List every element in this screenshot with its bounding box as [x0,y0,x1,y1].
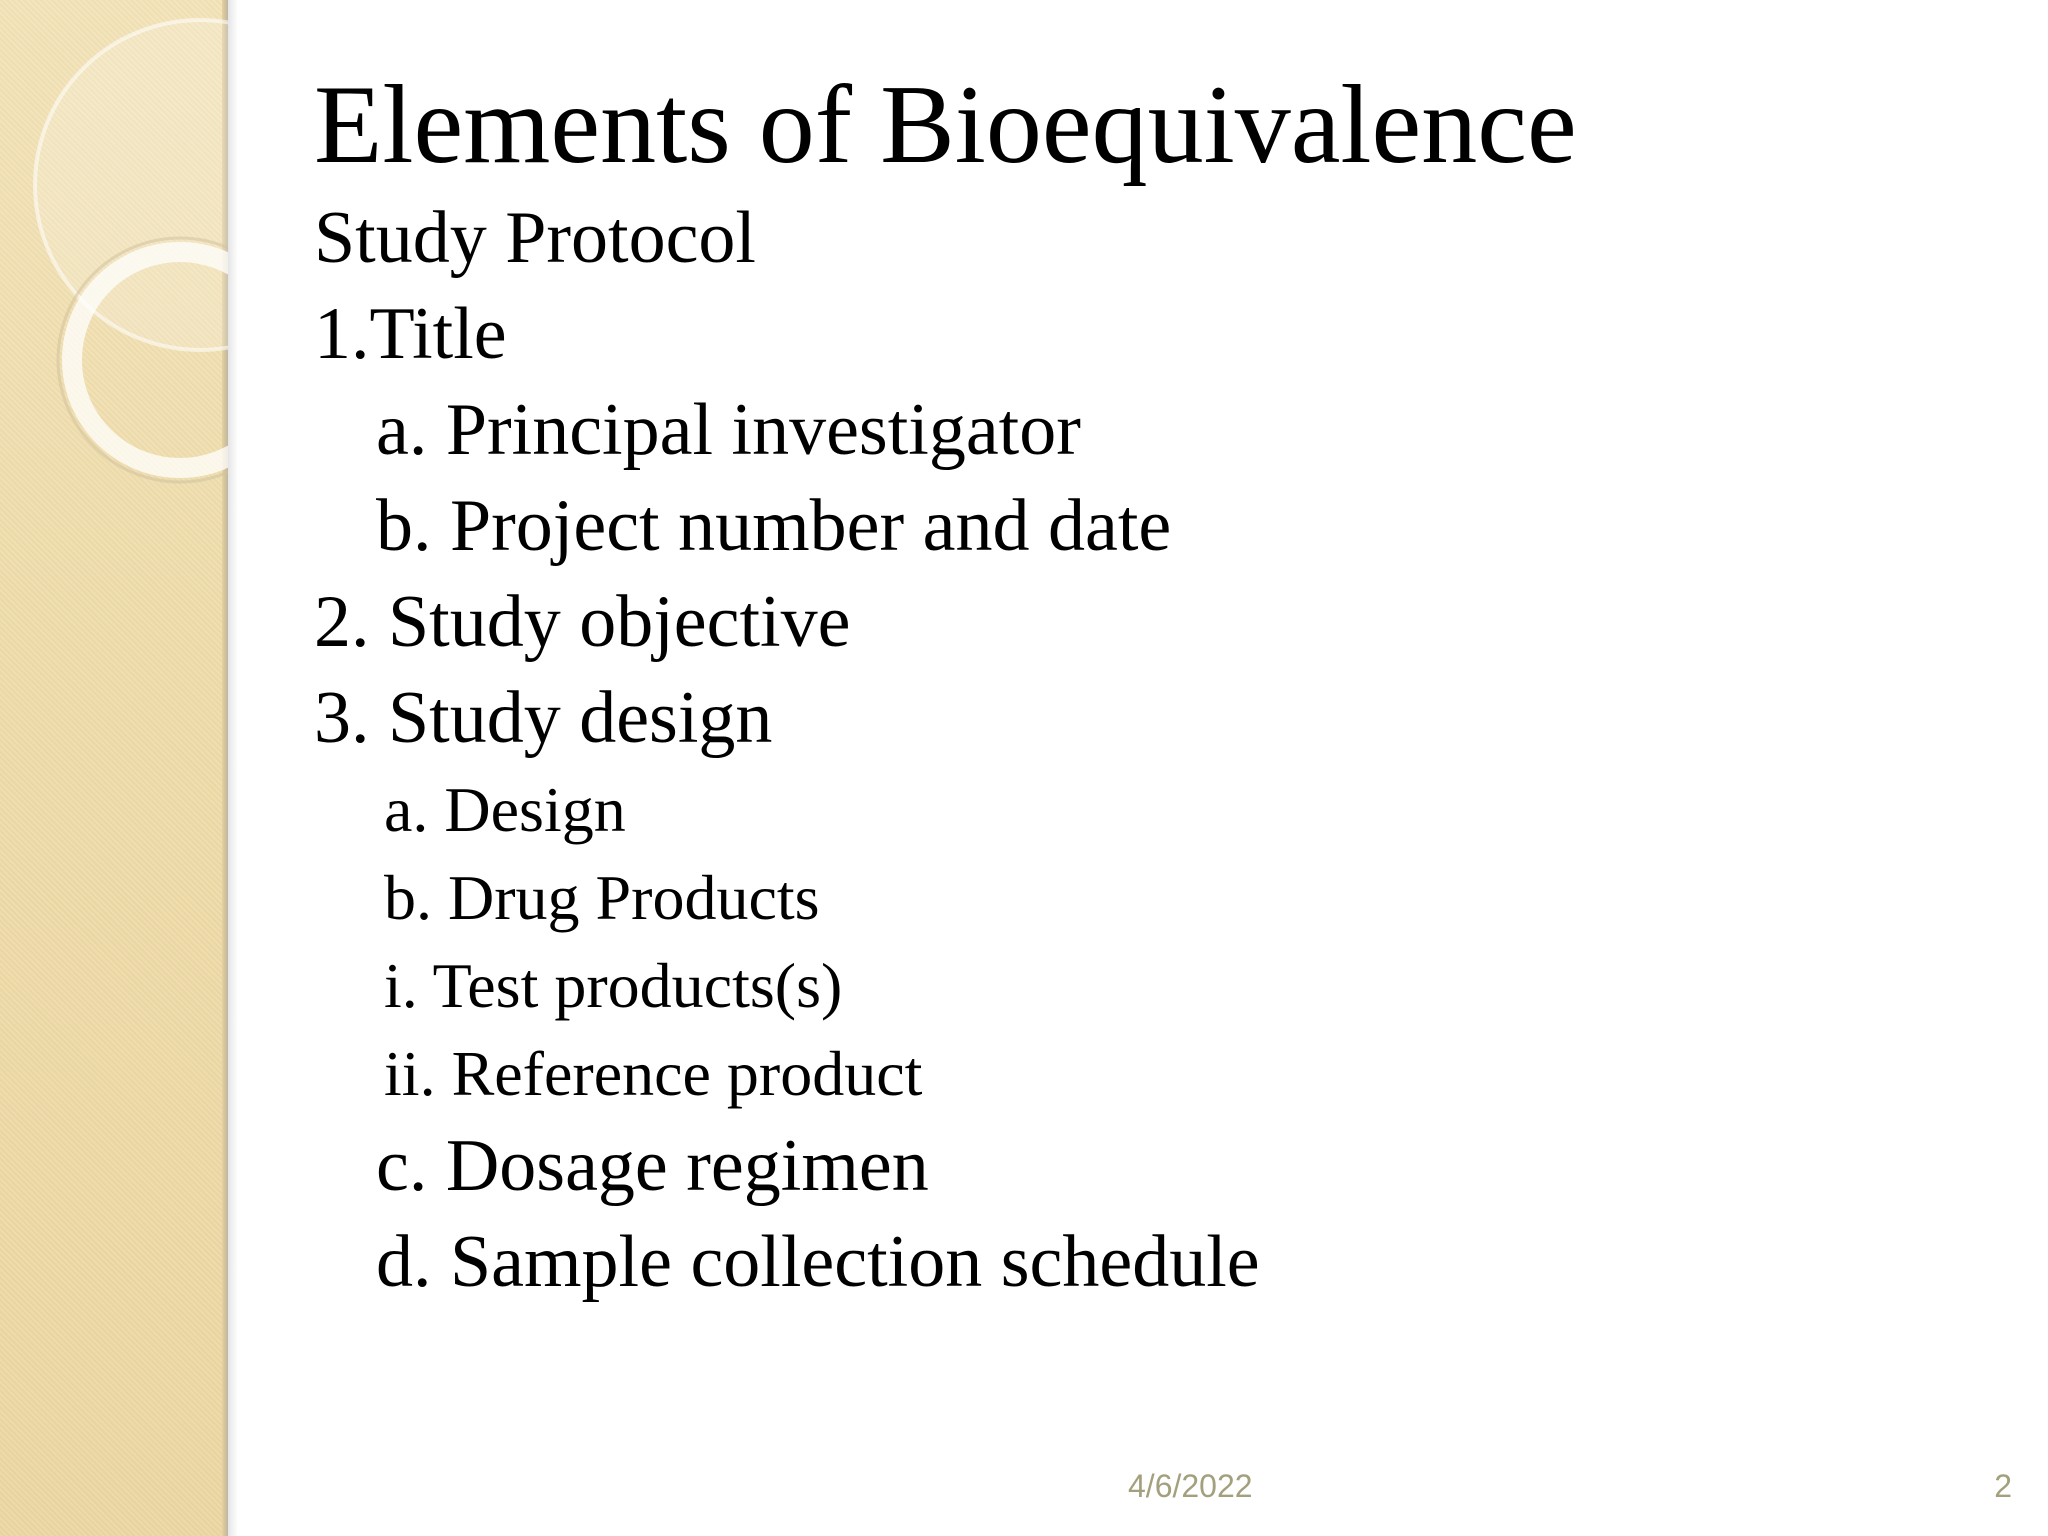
sidebar-shadow [228,0,238,1536]
list-subitem: a. Principal investigator [376,389,1081,471]
slide-title: Elements of Bioequivalence [314,63,1577,187]
list-subitem: a. Design [384,774,626,845]
list-subitem: b. Drug Products [384,862,820,933]
list-subitem: ii. Reference product [384,1038,923,1109]
footer-date: 4/6/2022 [1128,1468,1253,1504]
slide-content [314,60,1994,1310]
section-heading: Study Protocol [314,197,756,279]
list-subitem: d. Sample collection schedule [376,1221,1260,1303]
list-subitem: b. Project number and date [376,485,1172,567]
list-subitem: c. Dosage regimen [376,1125,929,1207]
decorative-rings-icon [0,0,228,520]
list-item: 1.Title [314,293,507,375]
page-number: 2 [1994,1468,2012,1504]
list-subitem: i. Test products(s) [384,950,843,1021]
list-item: 3. Study design [314,677,773,759]
list-item: 2. Study objective [314,581,851,663]
